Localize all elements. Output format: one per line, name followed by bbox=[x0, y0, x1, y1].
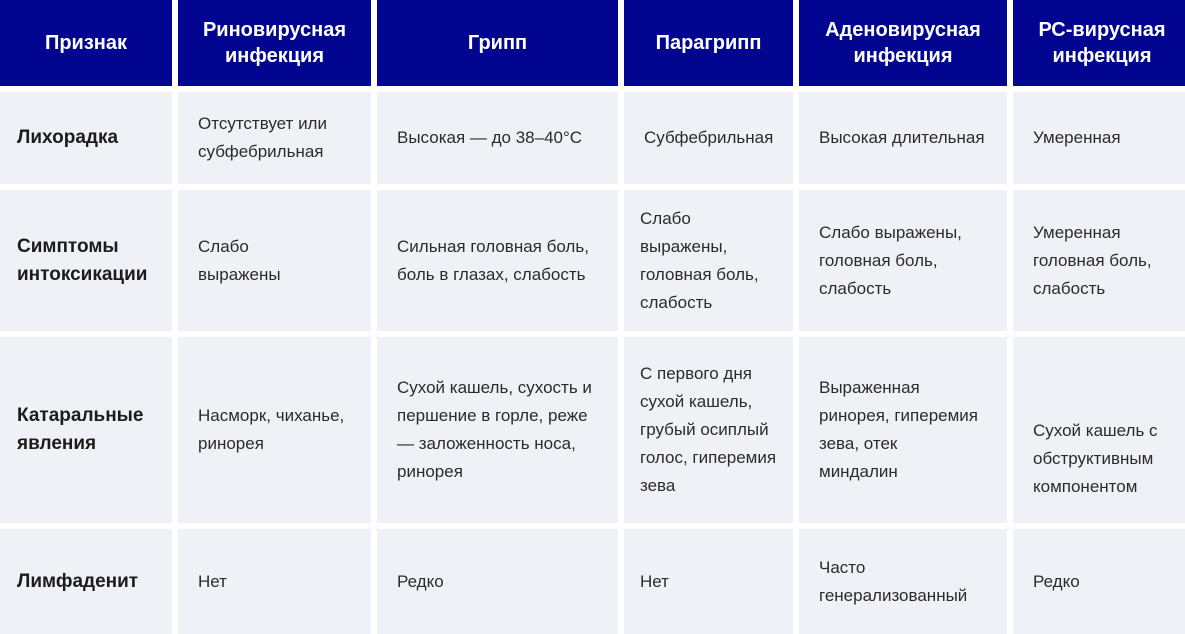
header-label: Аденовирусная инфекция bbox=[825, 19, 981, 67]
table-cell bbox=[624, 529, 793, 634]
table-cell bbox=[799, 337, 1007, 523]
table-cell bbox=[799, 190, 1007, 331]
table-cell bbox=[1013, 190, 1185, 331]
header-cell-feature bbox=[0, 0, 172, 86]
cell-text: Умеренная bbox=[1033, 128, 1121, 147]
cell-text: Слабо выражены, головная боль, слабость bbox=[819, 222, 962, 298]
header-cell-influenza bbox=[377, 0, 618, 86]
cell-text: Субфебрильная bbox=[644, 128, 774, 147]
cell-text: Сухой кашель с обструктивным компонентом bbox=[1033, 421, 1158, 496]
cell-text: С первого дня сухой кашель, грубый осиплый голос, гиперемия зева bbox=[640, 364, 777, 495]
cell-text: Выраженная ринорея, гиперемия зева, отек миндалин bbox=[819, 378, 979, 481]
row-label-text: Катаральные явления bbox=[17, 405, 144, 454]
cell-text: Умеренная головная боль, слабость bbox=[1033, 222, 1152, 298]
header-cell-parainfluenza bbox=[624, 0, 793, 86]
table-cell bbox=[178, 190, 371, 331]
table-cell bbox=[1013, 337, 1185, 523]
header-label: Грипп bbox=[467, 32, 528, 54]
row-label-text: Лихорадка bbox=[17, 127, 119, 148]
table-cell bbox=[178, 337, 371, 523]
table-cell bbox=[1013, 92, 1185, 184]
table-cell bbox=[1013, 529, 1185, 634]
cell-text: Отсутствует или субфебрильная bbox=[198, 114, 327, 161]
table-cell bbox=[624, 337, 793, 523]
table-cell bbox=[377, 337, 618, 523]
cell-text: Слабо выражены bbox=[198, 236, 281, 284]
cell-text: Сильная головная боль, боль в глазах, слабость bbox=[397, 236, 589, 284]
header-label: Парагрипп bbox=[655, 32, 762, 54]
table-cell bbox=[377, 529, 618, 634]
table-cell bbox=[178, 92, 371, 184]
row-label-text: Симптомы интоксикации bbox=[17, 235, 148, 285]
header-label: Риновирусная инфекция bbox=[202, 19, 347, 67]
header-label: Признак bbox=[44, 32, 128, 54]
cell-text: Редко bbox=[397, 571, 444, 591]
cell-text: Нет bbox=[640, 571, 669, 591]
cell-text: Высокая — до 38–40°C bbox=[397, 128, 583, 147]
cell-text: Высокая длительная bbox=[819, 128, 985, 147]
row-label-text: Лимфаденит bbox=[17, 570, 139, 592]
cell-text: Сухой кашель, сухость и першение в горле, реже — заложенность носа, ринорея bbox=[397, 378, 592, 481]
row-label-intoxication bbox=[0, 190, 172, 331]
table-cell bbox=[799, 529, 1007, 634]
row-label-catarrhal bbox=[0, 337, 172, 523]
table-cell bbox=[799, 92, 1007, 184]
header-cell-rsv bbox=[1013, 0, 1185, 86]
cell-text: Нет bbox=[198, 571, 227, 591]
table-cell bbox=[377, 92, 618, 184]
cell-text: Слабо выражены, головная боль, слабость bbox=[640, 208, 759, 312]
row-label-lymphadenitis bbox=[0, 529, 172, 634]
cell-text: Редко bbox=[1033, 571, 1080, 591]
cell-text: Насморк, чиханье, ринорея bbox=[198, 406, 345, 453]
cell-text: Часто генерализованный bbox=[819, 557, 968, 605]
header-cell-rhinovirus bbox=[178, 0, 371, 86]
table-cell bbox=[377, 190, 618, 331]
table-cell bbox=[624, 190, 793, 331]
table-cell bbox=[178, 529, 371, 634]
row-label-fever bbox=[0, 92, 172, 184]
header-label: РС-вирусная инфекция bbox=[1038, 19, 1166, 67]
header-cell-adenovirus bbox=[799, 0, 1007, 86]
table-cell bbox=[624, 92, 793, 184]
